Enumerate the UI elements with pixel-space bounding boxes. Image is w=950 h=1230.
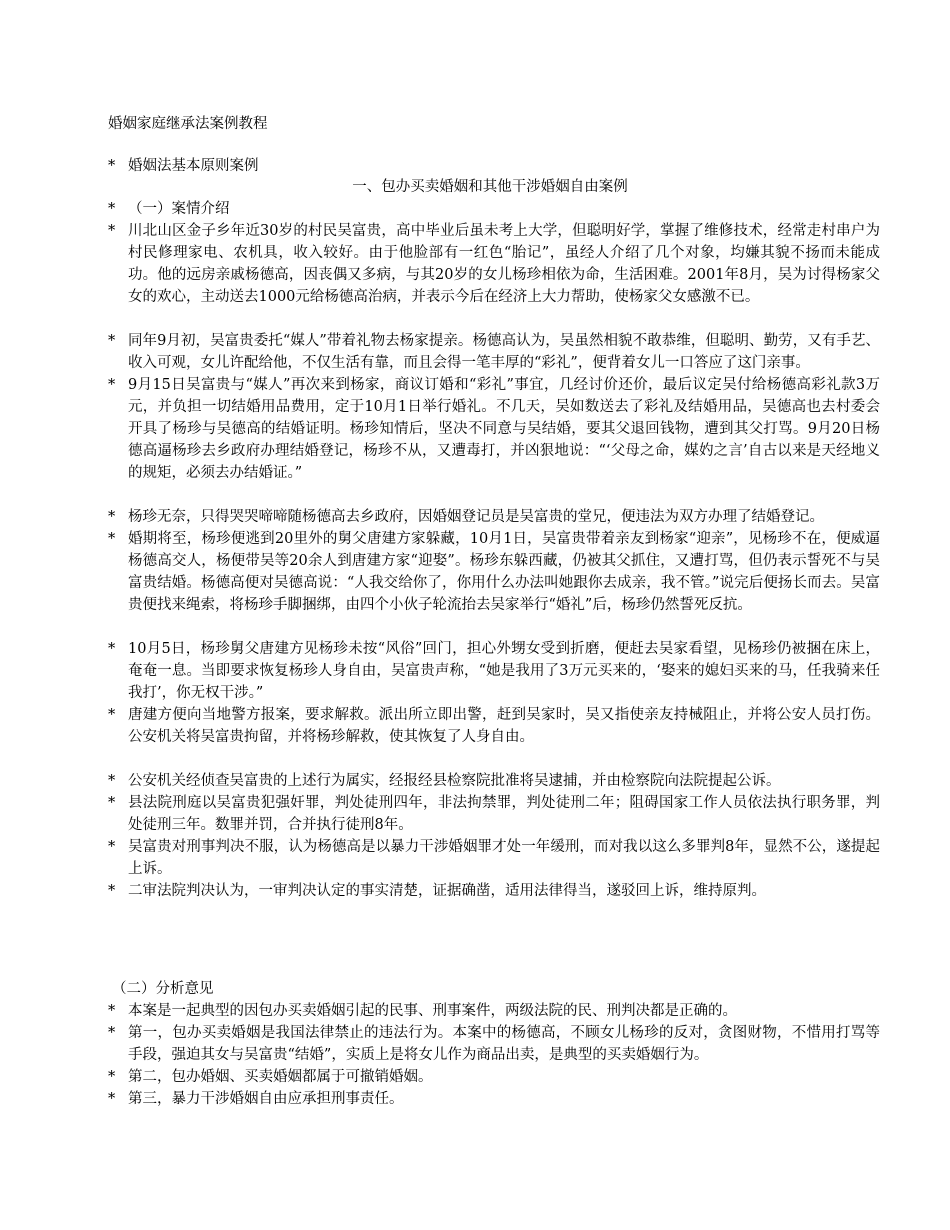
list-item [108,1022,880,1066]
bullet-marker: * [108,707,116,723]
bullet-marker: * [108,509,116,525]
document-title: 婚姻家庭继承法案例教程 [108,116,268,132]
list-item-text: 唐建方便向当地警方报案，要求解救。派出所立即出警，赶到吴家时，吴又指使亲友持械阻止，并将公安人员打伤。公安机关将吴富贵拘留，并将杨珍解救，使其恢复了人身自由。 [128,707,880,745]
list-item-text: 第一，包办买卖婚姻是我国法律禁止的违法行为。本案中的杨德高，不顾女儿杨珍的反对，贪图财物，不惜用打骂等手段，强迫其女与吴富贵“结婚”，实质上是将女儿作为商品出卖，是典型的买卖婚姻行为。 [128,1025,880,1063]
analysis-list [108,1000,880,1110]
bullet-marker: * [108,223,116,239]
list-item [108,880,880,902]
list-item [108,792,880,836]
list-item [108,1066,880,1088]
section-label [108,156,259,176]
list-item [108,528,880,616]
list-item-text: 吴富贵对刑事判决不服，认为杨德高是以暴力干涉婚姻罪才处一年缓刑，而对我以这么多罪判8年，显然不公，遂提起上诉。 [128,839,880,877]
bullet-marker: * [108,377,116,393]
list-item [108,836,880,880]
list-item-text: 第三，暴力干涉婚姻自由应承担刑事责任。 [128,1091,404,1107]
list-item [108,330,880,374]
bullet-marker: * [108,1069,116,1085]
case-heading [0,177,950,197]
list-item [108,1000,880,1022]
section-label-text: 婚姻法基本原则案例 [128,158,259,174]
list-item-text: 婚期将至，杨珍便逃到20里外的舅父唐建方家躲藏，10月1日，吴富贵带着亲友到杨家“迎亲”，见杨珍不在，便威逼杨德高交人，杨便带吴等20余人到唐建方家“迎娶”。杨珍东躲西藏，仍被其父抓住，又遭打骂，但仍表示誓死不与吴富贵结婚。杨德高便对吴德高说：“人我交给你了，你用什么办法叫她跟你去成亲，我不管。”说完后便扬长而去。吴富贵便找来绳索，将杨珍手脚捆绑，由四个小伙子轮流抬去吴家举行“婚礼”后，杨珍仍然誓死反抗。 [128,531,880,613]
analysis-heading: （二）分析意见 [112,981,214,997]
list-item-text: 同年9月初，吴富贵委托“媒人”带着礼物去杨家提亲。杨德高认为，吴虽然相貌不敢恭维，但聪明、勤劳，又有手艺、收入可观，女儿许配给他，不仅生活有靠，而且会得一笔丰厚的“彩礼”，便背着女儿一口答应了这门亲事。 [128,333,880,371]
list-item-text: 杨珍无奈，只得哭哭啼啼随杨德高去乡政府，因婚姻登记员是吴富贵的堂兄，便违法为双方办理了结婚登记。 [128,509,824,525]
list-item [108,704,880,748]
bullet-marker: * [108,883,116,899]
facts-list [108,198,880,902]
list-item-text: （一）案情介绍 [128,201,230,217]
list-item [108,770,880,792]
list-item-text: 县法院刑庭以吴富贵犯强奸罪，判处徒刑四年，非法拘禁罪，判处徒刑二年；阻碍国家工作人员依法执行职务罪，判处徒刑三年。数罪并罚，合并执行徒刑8年。 [128,795,880,833]
list-item [108,1088,880,1110]
bullet-marker: * [108,1025,116,1041]
list-item-text: 二审法院判决认为，一审判决认定的事实清楚，证据确凿，适用法律得当，遂驳回上诉，维持原判。 [128,883,766,899]
list-item-text: 公安机关经侦查吴富贵的上述行为属实，经报经县检察院批准将吴逮捕，并由检察院向法院提起公诉。 [128,773,781,789]
bullet-marker: * [108,333,116,349]
list-item [108,220,880,308]
list-item [108,374,880,484]
bullet-marker: * [108,531,116,547]
bullet-marker: * [108,839,116,855]
list-item [108,638,880,704]
list-item-text: 10月5日，杨珍舅父唐建方见杨珍未按“风俗”回门，担心外甥女受到折磨，便赶去吴家看望，见杨珍仍被捆在床上，奄奄一息。当即要求恢复杨珍人身自由，吴富贵声称，“她是我用了3万元买来的，‘娶来的媳妇买来的马，任我骑来任我打’，你无权干涉。” [128,641,880,701]
bullet-marker: * [108,158,116,174]
list-item-text: 9月15日吴富贵与“媒人”再次来到杨家，商议订婚和“彩礼”事宜，几经讨价还价，最后议定吴付给杨德高彩礼款3万元，并负担一切结婚用品费用，定于10月1日举行婚礼。不几天，吴如数送去了彩礼及结婚用品，吴德高也去村委会开具了杨珍与吴德高的结婚证明。杨珍知情后，坚决不同意与吴结婚，要其父退回钱物，遭到其父打骂。9月20日杨德高逼杨珍去乡政府办理结婚登记，杨珍不从，又遭毒打，并凶狠地说：“‘父母之命，媒妁之言’自古以来是天经地义的规矩，必须去办结婚证。” [128,377,880,481]
bullet-marker: * [108,773,116,789]
bullet-marker: * [108,1003,116,1019]
bullet-marker: * [108,795,116,811]
list-item-text: 本案是一起典型的因包办买卖婚姻引起的民事、刑事案件，两级法院的民、刑判决都是正确的。 [128,1003,737,1019]
list-item [108,506,880,528]
bullet-marker: * [108,201,116,217]
bullet-marker: * [108,1091,116,1107]
list-item [108,198,880,220]
list-item-text: 第二，包办婚姻、买卖婚姻都属于可撤销婚姻。 [128,1069,433,1085]
list-item-text: 川北山区金子乡年近30岁的村民吴富贵，高中毕业后虽未考上大学，但聪明好学，掌握了维修技术，经常走村串户为村民修理家电、农机具，收入较好。由于他脸部有一红色“胎记”，虽经人介绍了几个对象，均嫌其貌不扬而未能成功。他的远房亲戚杨德高，因丧偶又多病，与其20岁的女儿杨珍相依为命，生活困难。2001年8月，吴为讨得杨家父女的欢心，主动送去1000元给杨德高治病，并表示今后在经济上大力帮助，使杨家父女感激不已。 [128,223,880,305]
bullet-marker: * [108,641,116,657]
case-heading-text: 一、包办买卖婚姻和其他干涉婚姻自由案例 [352,179,628,195]
